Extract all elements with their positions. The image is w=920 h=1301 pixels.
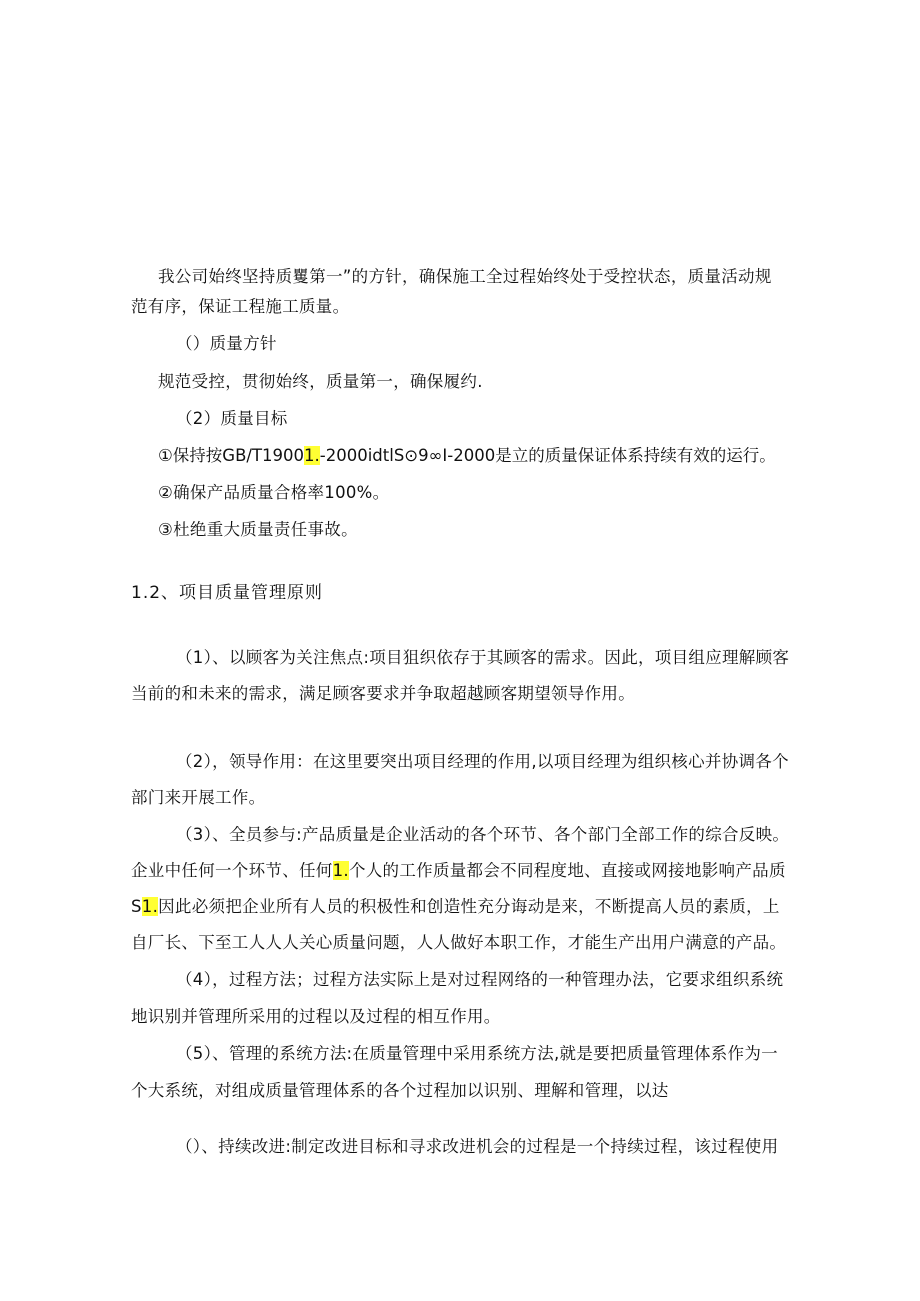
- section-title: 1.2、项目质量管理原则: [131, 583, 324, 603]
- goals-heading: （2）质量目标: [176, 409, 288, 428]
- highlight-mark: 1.: [141, 897, 159, 916]
- principle-3-line-2-text-b: 个人的工作质量都会不同程度地、直接或网接地影响产品质: [348, 861, 786, 880]
- intro-line-2: 范有序，保证工程施工质量。: [131, 297, 350, 316]
- principle-5-line-2: 个大系统，对组成质量管理体系的各个过程加以识别、理解和管理，以达: [131, 1081, 669, 1100]
- principle-1-line-1: （1）、以顾客为关注焦点:项目狙织依存于其顾客的需求。因此，项目组应理解顾客: [176, 648, 790, 667]
- principle-2-line-1: （2），领导作用：在这里要突出项目经理的作用,以项目经理为组织核心并协调各个: [176, 752, 789, 771]
- goal-item-1-text-a: ①保持按GB/T1900: [158, 446, 305, 465]
- goal-item-1: [158, 445, 776, 467]
- principle-4-line-1: （4），过程方法；过程方法实际上是对过程网络的一种管理办法，它要求组织系统: [176, 970, 784, 989]
- policy-text: 规范受控，贯彻始终，质量第一，确保履约.: [158, 372, 483, 391]
- principle-3-line-2: [131, 860, 786, 882]
- goal-item-2: ②确保产品质量合格率100%。: [158, 483, 390, 502]
- principle-2-line-2: 部门来开展工作。: [131, 788, 266, 807]
- goal-item-3: ③杜绝重大质量责任事故。: [158, 520, 358, 539]
- goal-item-1-text-b: -2000idtlS⊙9∞I-2000是立的质量保证体系持续有效的运行。: [319, 446, 776, 465]
- principle-6-line-1: （）、持续改进:制定改进目标和寻求改进机会的过程是一个持续过程，该过程使用: [176, 1137, 779, 1156]
- highlight-mark: 1.: [304, 446, 320, 465]
- principle-3-line-1: （3）、全员参与:产品质量是企业活动的各个环节、各个部门全部工作的综合反映。: [176, 825, 790, 844]
- policy-heading: （）质量方针: [176, 334, 277, 353]
- principle-5-line-1: （5）、管理的系统方法:在质量管理中采用系统方法,就是要把质量管理体系作为一: [176, 1044, 778, 1063]
- principle-3-line-4: 自厂长、下至工人人人关心质量问题，人人做好本职工作，才能生产出用户满意的产品。: [131, 933, 787, 952]
- intro-line-1: 我公司始终坚持质矍第一”的方针，确保施工全过程始终处于受控状态，质量活动规: [158, 267, 772, 286]
- principle-1-line-2: 当前的和未来的需求，满足顾客要求并争取超越顾客期望领导作用。: [131, 684, 635, 703]
- principle-4-line-2: 地识别并管理所采用的过程以及过程的相互作用。: [131, 1007, 501, 1026]
- principle-3-line-3: [131, 896, 780, 918]
- principle-3-line-2-text-a: 企业中任何一个环节、任何: [131, 861, 333, 880]
- principle-3-line-3-text-a: S: [131, 897, 142, 916]
- highlight-mark: 1.: [332, 861, 349, 880]
- principle-3-line-3-text-b: 因此必须把企业所有人员的积极性和创造性充分诲动是来，不断提高人员的素质，上: [158, 897, 780, 916]
